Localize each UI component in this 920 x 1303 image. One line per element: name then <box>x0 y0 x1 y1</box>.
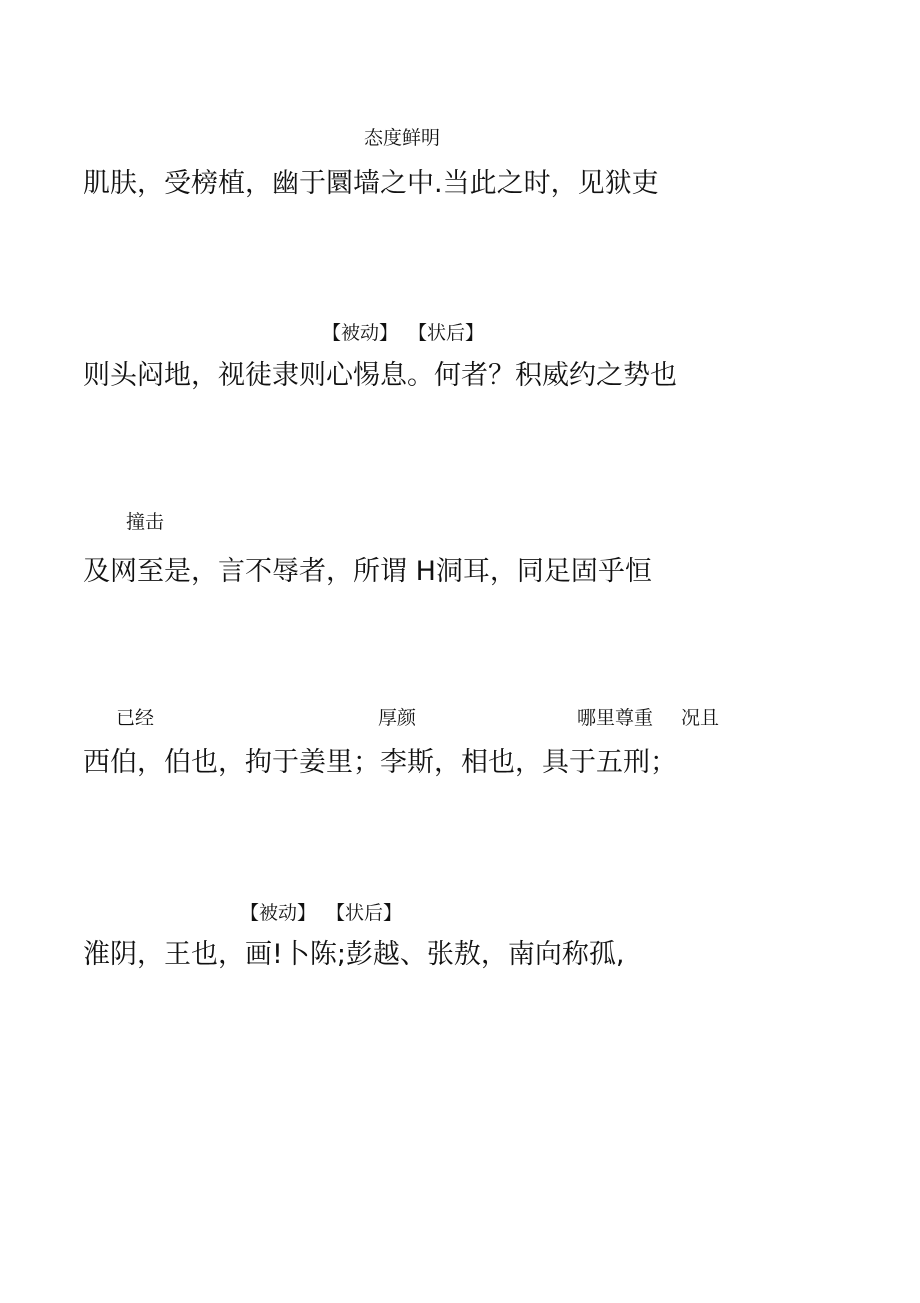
annotation-note: 态度鲜明 <box>364 127 441 149</box>
annotation-note: 撞击 <box>126 511 165 533</box>
annotation-note: 【被动】 <box>322 322 399 344</box>
annotation-note: 【被动】 <box>240 902 317 924</box>
text-line: 肌肤，受榜植，幽于圜墙之中.当此之时，见狱吏 <box>83 168 659 199</box>
annotation-note: 【状后】 <box>408 322 485 344</box>
annotation-note-group <box>322 322 484 344</box>
annotation-note: 况且 <box>681 707 720 729</box>
annotation-note: 厚颜 <box>378 707 417 729</box>
text-line: 及网至是，言不辱者，所谓 H洞耳，同足固乎恒 <box>83 556 652 587</box>
annotation-note-group <box>240 902 402 924</box>
annotation-note: 哪里尊重 <box>577 707 654 729</box>
annotation-note: 【状后】 <box>326 902 403 924</box>
text-line: 淮阴，王也，画!卜陈;彭越、张敖，南向称孤, <box>83 939 625 970</box>
text-line: 西伯，伯也，拘于姜里；李斯，相也，具于五刑； <box>83 747 677 778</box>
text-line: 则头闷地，视徒隶则心惕息。何者？积威约之势也 <box>83 360 677 391</box>
annotation-note: 已经 <box>116 707 155 729</box>
